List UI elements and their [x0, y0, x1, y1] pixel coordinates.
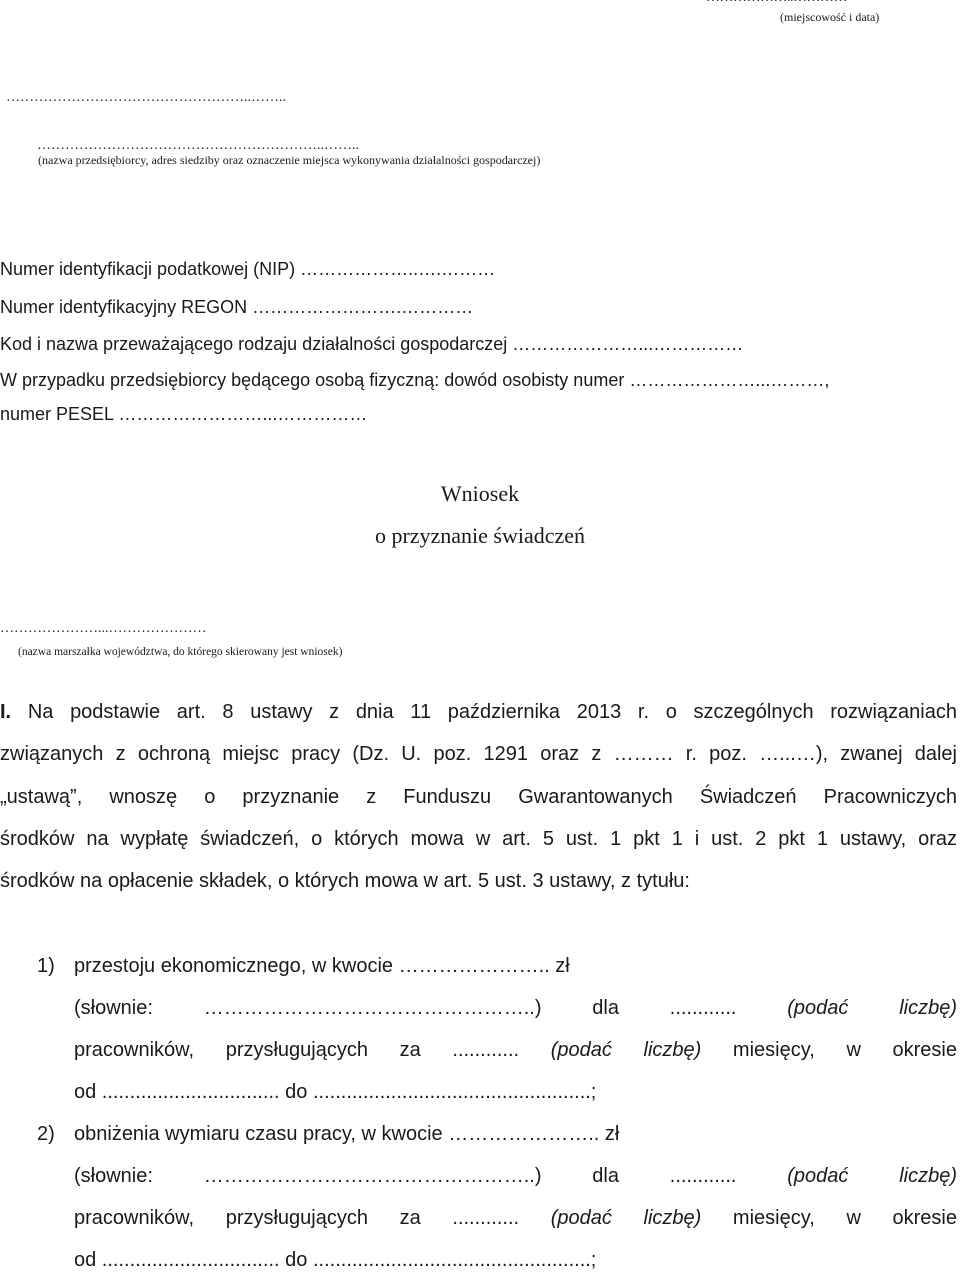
item-1-line-3-text: pracowników, przysługujących za ............ (podać liczbę) miesięcy, w okresie [74, 1039, 957, 1061]
body-line-1 [0, 701, 957, 724]
company-dots-line-1: ……………………………………………..…….. [6, 90, 286, 105]
item-2-line-1: obniżenia wymiaru czasu pracy, w kwocie ………………….. zł [74, 1123, 620, 1145]
pesel-line: numer PESEL ……………………...…………… [0, 404, 368, 424]
item-1-line-4: od ................................ do ..................................................; [74, 1081, 597, 1103]
item-2-number: 2) [37, 1123, 55, 1145]
id-card-line: W przypadku przedsiębiorcy będącego osobą fizyczną: dowód osobisty numer …………………...………, [0, 370, 830, 390]
item-2-line-2 [74, 1165, 957, 1188]
marshal-caption: (nazwa marszałka województwa, do którego skierowany jest wniosek) [18, 646, 343, 658]
body-line-2: związanych z ochroną miejsc pracy (Dz. U. poz. 1291 oraz z ……… r. poz. …...…), zwanej dalej [0, 743, 957, 765]
body-line-5: środków na opłacenie składek, o których mowa w art. 5 ust. 3 ustawy, z tytułu: [0, 870, 690, 892]
section-number: I. [0, 701, 12, 723]
document-subtitle: o przyznanie świadczeń [374, 523, 586, 548]
item-2-line-2-text: (słownie: …………………………………………..) dla ............ (podać liczbę) [74, 1165, 957, 1187]
item-1-line-2-text: (słownie: …………………………………………..) dla ............ (podać liczbę) [74, 997, 957, 1019]
pkd-line: Kod i nazwa przeważającego rodzaju działalności gospodarczej …………………...…………… [0, 334, 744, 354]
item-1-line-3 [74, 1039, 957, 1062]
document-title: Wniosek [440, 481, 520, 506]
body-line-4: środków na wypłatę świadczeń, o których mowa w art. 5 ust. 1 pkt 1 i ust. 2 pkt 1 ustawy, oraz [0, 828, 957, 850]
nip-line: Numer identyfikacji podatkowej (NIP) ………………..….……… [0, 259, 496, 279]
marshal-dots: …………………...………………… [0, 621, 207, 636]
regon-line: Numer identyfikacyjny REGON …………………….………… [0, 297, 474, 317]
company-dots-line-2: ……………………………………………………..…….. [37, 138, 359, 153]
item-2-line-3 [74, 1207, 957, 1230]
body-line-3: „ustawą”, wnoszę o przyznanie z Funduszu Gwarantowanych Świadczeń Pracowniczych [0, 786, 957, 808]
item-1-line-2 [74, 997, 957, 1020]
item-2-line-3-text: pracowników, przysługujących za ............ (podać liczbę) miesięcy, w okresie [74, 1207, 957, 1229]
place-date-caption: (miejscowość i data) [780, 10, 880, 24]
body-line-1-text: Na podstawie art. 8 ustawy z dnia 11 października 2013 r. o szczególnych rozwiązaniach [27, 701, 957, 723]
item-1-line-1: przestoju ekonomicznego, w kwocie ………………….. zł [74, 955, 570, 977]
item-2-line-4: od ................................ do ..................................................; [74, 1249, 597, 1271]
item-1-number: 1) [37, 955, 55, 977]
company-caption: (nazwa przedsiębiorcy, adres siedziby oraz oznaczenie miejsca wykonywania działalności gospodarczej) [38, 153, 541, 167]
place-date-dots [706, 0, 847, 6]
